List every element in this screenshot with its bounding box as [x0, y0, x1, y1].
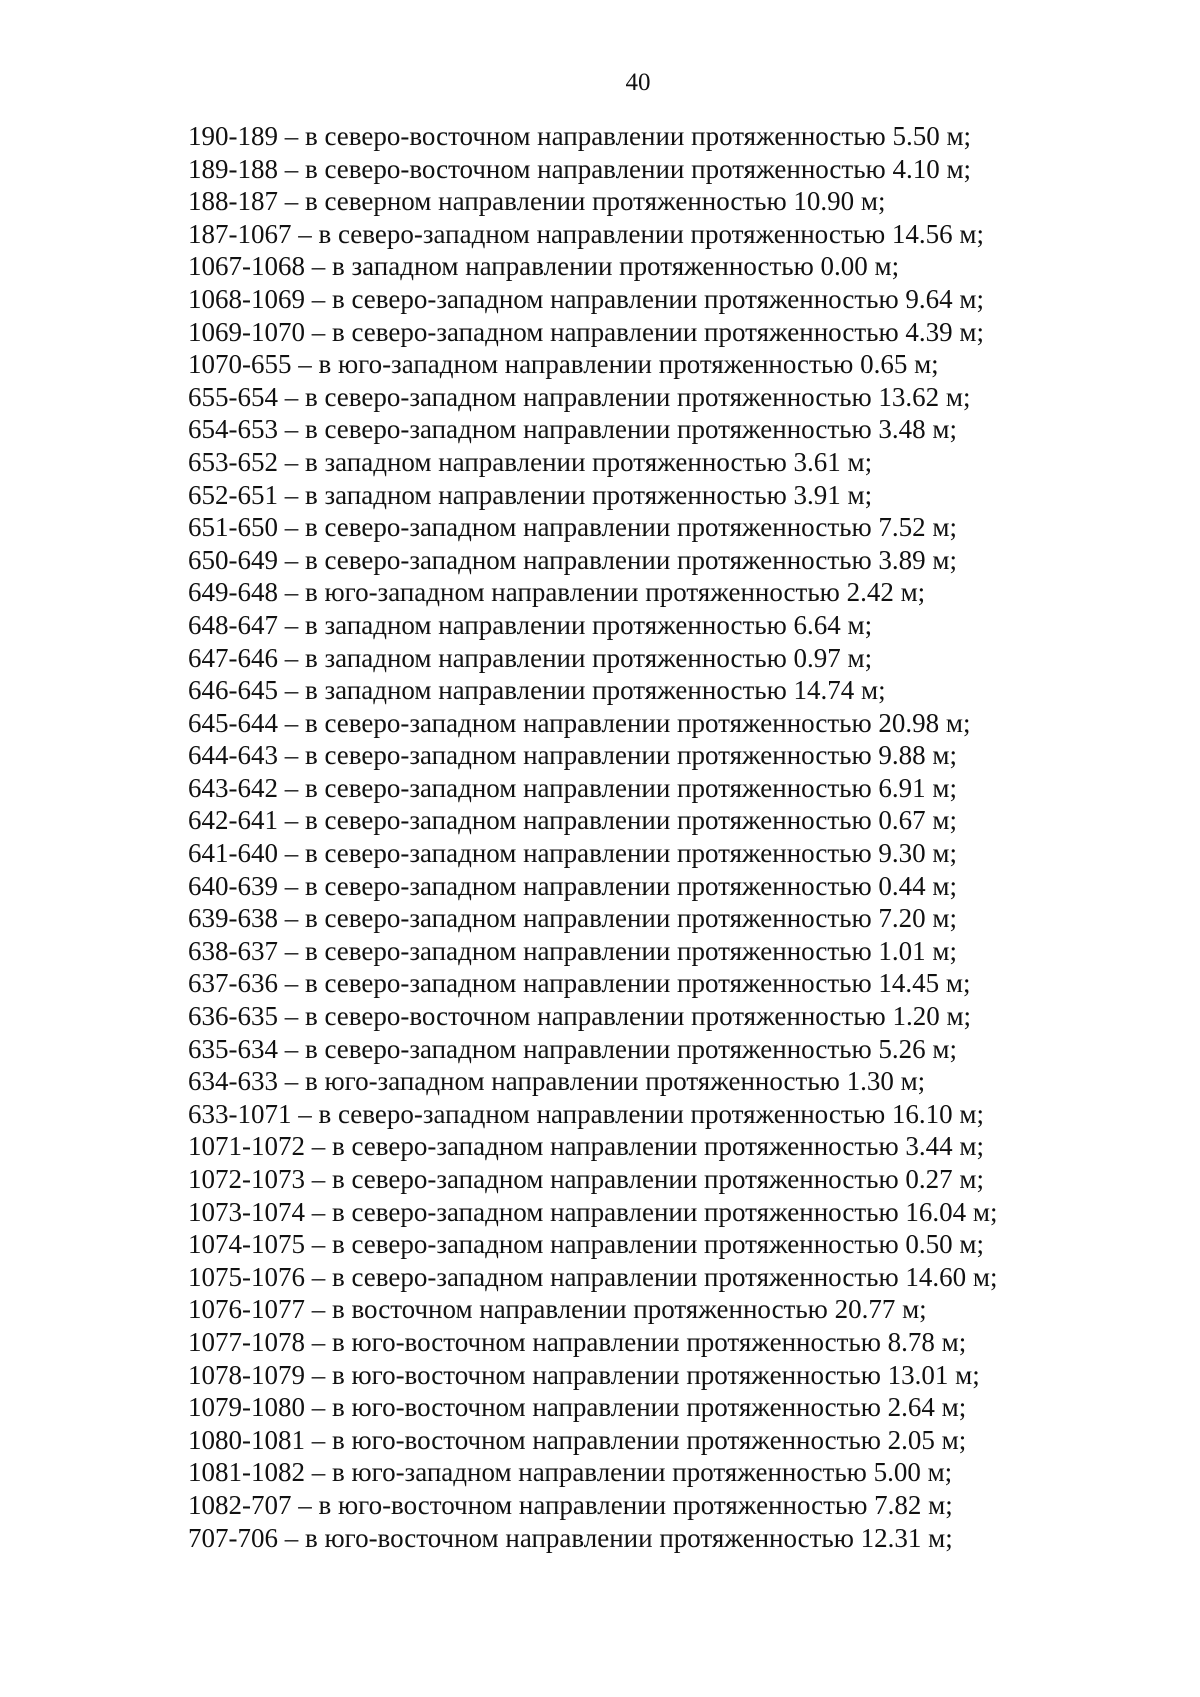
boundary-segment-line: 1080-1081 – в юго-восточном направлении протяженностью 2.05 м;: [188, 1424, 967, 1455]
boundary-segment-line: 1067-1068 – в западном направлении протяженностью 0.00 м;: [188, 251, 900, 282]
boundary-segment-line: 635-634 – в северо-западном направлении протяженностью 5.26 м;: [188, 1033, 957, 1064]
boundary-segment-line: 653-652 – в западном направлении протяженностью 3.61 м;: [188, 446, 873, 477]
boundary-segment-line: 651-650 – в северо-западном направлении протяженностью 7.52 м;: [188, 512, 957, 543]
boundary-segment-line: 652-651 – в западном направлении протяженностью 3.91 м;: [188, 479, 873, 510]
boundary-segment-line: 633-1071 – в северо-западном направлении протяженностью 16.10 м;: [188, 1098, 984, 1129]
boundary-segment-line: 637-636 – в северо-западном направлении протяженностью 14.45 м;: [188, 968, 971, 999]
boundary-segment-list: [188, 120, 997, 1554]
boundary-segment-line: 190-189 – в северо-восточном направлении протяженностью 5.50 м;: [188, 121, 972, 151]
boundary-segment-line: 1077-1078 – в юго-восточном направлении протяженностью 8.78 м;: [188, 1326, 967, 1357]
boundary-segment-line: 643-642 – в северо-западном направлении протяженностью 6.91 м;: [188, 772, 957, 803]
boundary-segment-line: 634-633 – в юго-западном направлении протяженностью 1.30 м;: [188, 1066, 926, 1097]
boundary-segment-line: 649-648 – в юго-западном направлении протяженностью 2.42 м;: [188, 577, 926, 608]
boundary-segment-line: 654-653 – в северо-западном направлении протяженностью 3.48 м;: [188, 414, 957, 445]
boundary-segment-line: 1081-1082 – в юго-западном направлении протяженностью 5.00 м;: [188, 1457, 953, 1488]
boundary-segment-line: 1071-1072 – в северо-западном направлении протяженностью 3.44 м;: [188, 1131, 984, 1162]
boundary-segment-line: 639-638 – в северо-западном направлении протяженностью 7.20 м;: [188, 903, 957, 934]
boundary-segment-line: 1068-1069 – в северо-западном направлении протяженностью 9.64 м;: [188, 283, 984, 314]
boundary-segment-line: 187-1067 – в северо-западном направлении протяженностью 14.56 м;: [188, 218, 984, 249]
boundary-segment-line: 644-643 – в северо-западном направлении протяженностью 9.88 м;: [188, 740, 957, 771]
boundary-segment-line: 650-649 – в северо-западном направлении протяженностью 3.89 м;: [188, 544, 957, 575]
boundary-segment-line: 648-647 – в западном направлении протяженностью 6.64 м;: [188, 609, 873, 640]
boundary-segment-line: 638-637 – в северо-западном направлении протяженностью 1.01 м;: [188, 935, 957, 966]
boundary-segment-line: 1078-1079 – в юго-восточном направлении протяженностью 13.01 м;: [188, 1359, 980, 1390]
boundary-segment-line: 1070-655 – в юго-западном направлении протяженностью 0.65 м;: [188, 349, 939, 380]
boundary-segment-line: 707-706 – в юго-восточном направлении протяженностью 12.31 м;: [188, 1522, 953, 1553]
boundary-segment-line: 188-187 – в северном направлении протяженностью 10.90 м;: [188, 186, 886, 217]
boundary-segment-line: 646-645 – в западном направлении протяженностью 14.74 м;: [188, 675, 886, 706]
boundary-segment-line: 636-635 – в северо-восточном направлении протяженностью 1.20 м;: [188, 1001, 972, 1032]
boundary-segment-line: 641-640 – в северо-западном направлении протяженностью 9.30 м;: [188, 838, 957, 869]
boundary-segment-line: 189-188 – в северо-восточном направлении протяженностью 4.10 м;: [188, 153, 972, 184]
boundary-segment-line: 645-644 – в северо-западном направлении протяженностью 20.98 м;: [188, 707, 971, 738]
boundary-segment-line: 1069-1070 – в северо-западном направлении протяженностью 4.39 м;: [188, 316, 984, 347]
boundary-segment-line: 1076-1077 – в восточном направлении протяженностью 20.77 м;: [188, 1294, 927, 1325]
boundary-segment-line: 1074-1075 – в северо-западном направлении протяженностью 0.50 м;: [188, 1229, 984, 1260]
boundary-segment-line: 640-639 – в северо-западном направлении протяженностью 0.44 м;: [188, 870, 957, 901]
boundary-segment-line: 655-654 – в северо-западном направлении протяженностью 13.62 м;: [188, 381, 971, 412]
boundary-segment-line: 642-641 – в северо-западном направлении протяженностью 0.67 м;: [188, 805, 957, 836]
boundary-segment-line: 1079-1080 – в юго-восточном направлении протяженностью 2.64 м;: [188, 1392, 967, 1423]
boundary-segment-line: 1073-1074 – в северо-западном направлении протяженностью 16.04 м;: [188, 1196, 998, 1227]
page-number: 40: [625, 69, 651, 96]
boundary-segment-line: 1082-707 – в юго-восточном направлении протяженностью 7.82 м;: [188, 1489, 953, 1520]
boundary-segment-line: 1072-1073 – в северо-западном направлении протяженностью 0.27 м;: [188, 1164, 984, 1194]
boundary-segment-line: 647-646 – в западном направлении протяженностью 0.97 м;: [188, 642, 873, 673]
boundary-segment-line: 1075-1076 – в северо-западном направлении протяженностью 14.60 м;: [188, 1261, 998, 1292]
